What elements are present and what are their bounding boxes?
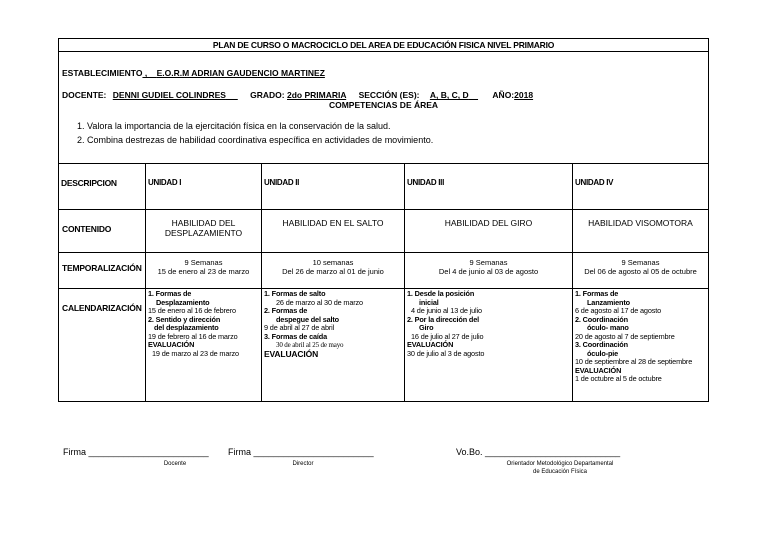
calendarizacion-unidad-2: 1. Formas de salto 26 de marzo al 30 de marzo 2. Formas de despegue del salto 9 de abril al 27 de abril 3. Formas de caída 30 de abril al 25 de mayo EVALUACIÓN: [262, 289, 405, 402]
calendarizacion-unidad-1: 1. Formas de Desplazamiento 15 de enero al 16 de febrero 2. Sentido y dirección del desplazamiento 19 de febrero al 16 de marzo EVALUACIÓN 19 de marzo al 23 de marzo: [146, 289, 262, 402]
calendarizacion-unidad-4: 1. Formas de Lanzamiento 6 de agosto al 17 de agosto 2. Coordinación óculo- mano 20 de agosto al 7 de septiembre 3. Coordinación óculo-pie 10 de septiembre al 28 de septiembre EVALUACIÓN 1 de octubre al 5 de octubre: [573, 289, 709, 402]
firma-director-caption: Director: [292, 461, 314, 467]
competencia-item: 2. Combina destrezas de habilidad coordinativa específica en actividades de movimiento.: [77, 135, 434, 145]
temporalizacion-cell: 9 Semanas Del 06 de agosto al 05 de octubre: [573, 253, 709, 289]
temporalizacion-cell: 9 Semanas Del 4 de junio al 03 de agosto: [405, 253, 573, 289]
grado-label: GRADO:: [250, 90, 285, 100]
competencias-title: COMPETENCIAS DE ÁREA: [328, 100, 439, 110]
anio-label: AÑO:: [492, 90, 515, 100]
docente-value: DENNI GUDIEL COLINDRES: [112, 90, 226, 100]
header-unidad-1: UNIDAD I: [146, 164, 262, 210]
vobo-line: Vo.Bo. ___________________________: [456, 447, 621, 457]
firma-docente-line: Firma ________________________: [63, 447, 209, 457]
seccion-value: A, B, C, D: [429, 90, 469, 100]
temporalizacion-label: TEMPORALIZACIÓN: [59, 253, 146, 289]
docente-label: DOCENTE:: [62, 90, 107, 100]
header-row: [59, 164, 709, 210]
contenido-cell: HABILIDAD EN EL SALTO: [262, 210, 405, 253]
temporalizacion-cell: 9 Semanas 15 de enero al 23 de marzo: [146, 253, 262, 289]
course-plan-table: [58, 38, 709, 402]
temporalizacion-cell: 10 semanas Del 26 de marzo al 01 de junio: [262, 253, 405, 289]
calendarizacion-row: [59, 289, 709, 402]
establecimiento-row: ESTABLECIMIENTO , E.O.R.M ADRIAN GAUDENCIO MARTINEZ: [62, 68, 325, 78]
anio-value: 2018: [514, 90, 534, 100]
contenido-cell: HABILIDAD DEL DESPLAZAMIENTO: [146, 210, 262, 253]
docente-row: [59, 90, 708, 100]
establecimiento-label: ESTABLECIMIENTO: [62, 68, 143, 78]
firma-director-line: Firma ________________________: [228, 447, 374, 457]
header-unidad-2: UNIDAD II: [262, 164, 405, 210]
course-plan-document: [58, 38, 708, 402]
competencia-item: 1. Valora la importancia de la ejercitación física en la conservación de la salud.: [77, 121, 391, 131]
calendarizacion-unidad-3: 1. Desde la posición inicial 4 de junio al 13 de julio 2. Por la dirección del Giro 16 de julio al 27 de julio EVALUACIÓN 30 de julio al 3 de agosto: [405, 289, 573, 402]
contenido-label: CONTENIDO: [59, 210, 146, 253]
vobo-caption-1: Orientador Metodológico Departamental: [506, 461, 614, 467]
contenido-row: [59, 210, 709, 253]
document-title: PLAN DE CURSO O MACROCICLO DEL AREA DE EDUCACIÓN FISICA NIVEL PRIMARIO: [59, 39, 709, 52]
seccion-label: SECCIÓN (ES):: [358, 90, 420, 100]
contenido-cell: HABILIDAD DEL GIRO: [405, 210, 573, 253]
establecimiento-value: E.O.R.M ADRIAN GAUDENCIO MARTINEZ: [156, 68, 325, 78]
contenido-cell: HABILIDAD VISOMOTORA: [573, 210, 709, 253]
header-descripcion: DESCRIPCION: [59, 164, 146, 210]
temporalizacion-row: [59, 253, 709, 289]
competencias-list: [59, 110, 708, 147]
firma-docente-caption: Docente: [163, 461, 187, 467]
header-unidad-3: UNIDAD III: [405, 164, 573, 210]
header-unidad-4: UNIDAD IV: [573, 164, 709, 210]
vobo-caption-2: de Educación Física: [532, 469, 588, 475]
calendarizacion-label: CALENDARIZACIÓN: [59, 289, 146, 402]
header-info: [59, 52, 709, 164]
grado-value: 2do PRIMARIA: [287, 90, 347, 100]
